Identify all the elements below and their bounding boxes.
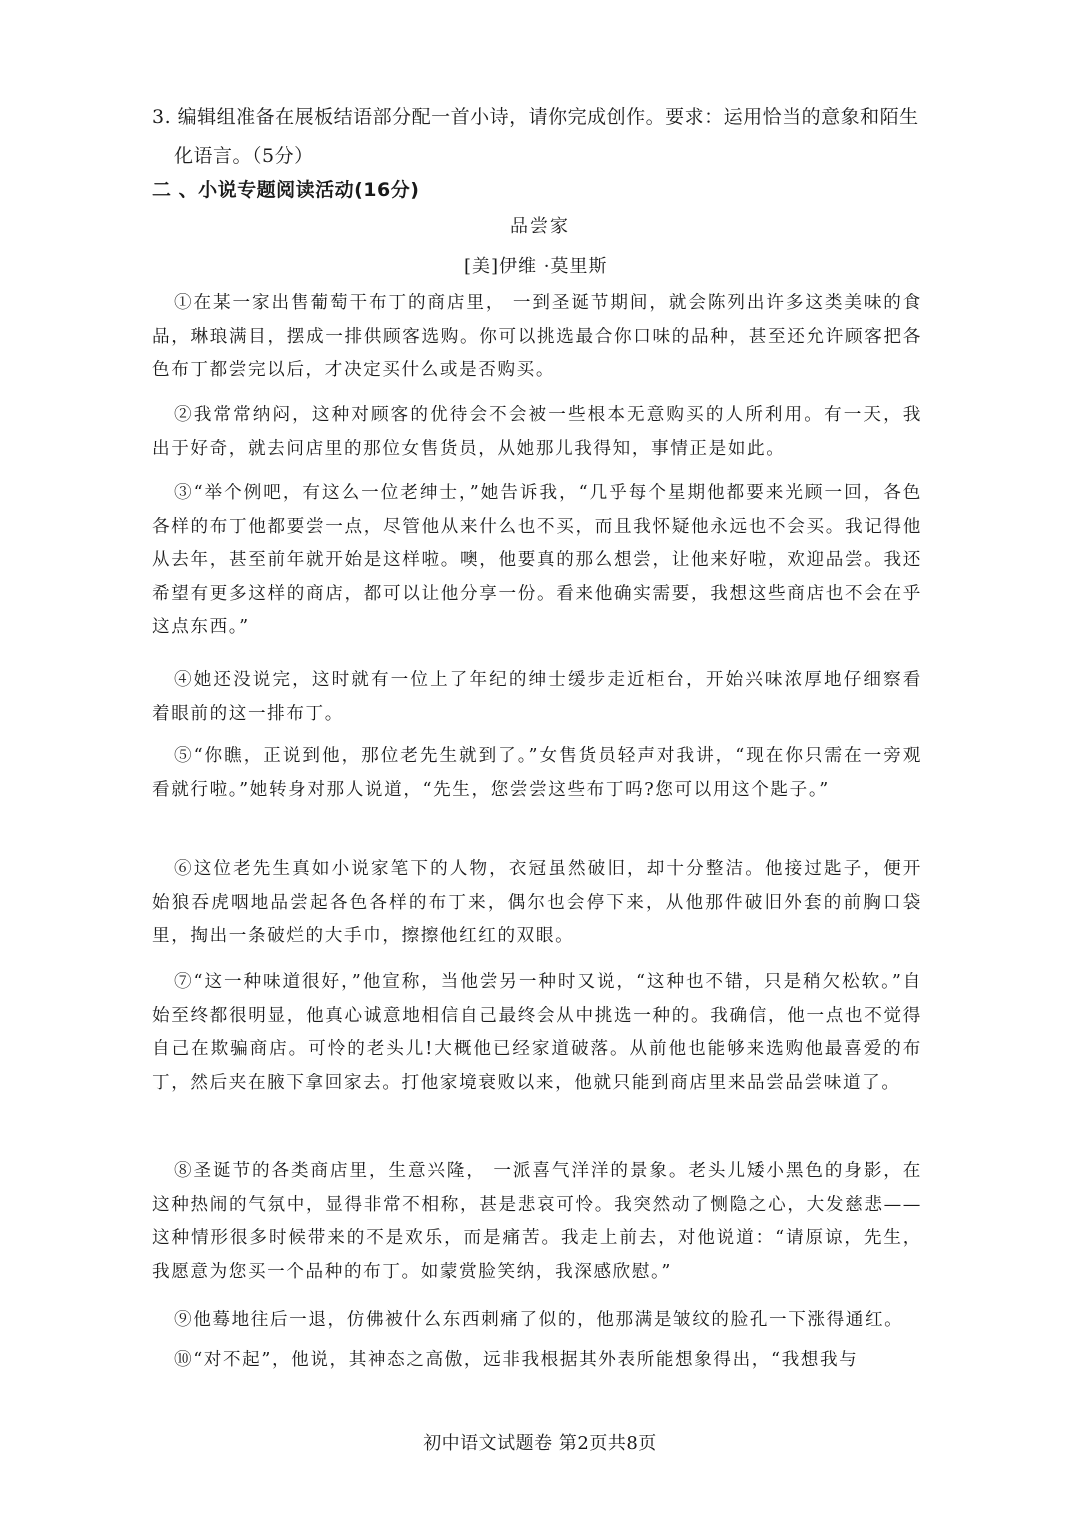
question-3-line-1: 3. 编辑组准备在展板结语部分配一首小诗，请你完成创作。要求：运用恰当的意象和陌生 (152, 106, 919, 128)
story-paragraph-1: ①在某一家出售葡萄干布丁的商店里， 一到圣诞节期间，就会陈列出许多这类美味的食品，琳琅满目，摆成一排供顾客选购。你可以挑选最合你口味的品种，甚至还允许顾客把各色布丁都尝完以后，才决定买什么或是否购买。 (152, 293, 922, 380)
story-paragraph-7: ⑦“这一种味道很好，”他宣称，当他尝另一种时又说，“这种也不错，只是稍欠松软。”自始至终都很明显，他真心诚意地相信自己最终会从中挑选一种的。我确信，他一点也不觉得自己在欺骗商店。可怜的老头儿!大概他已经家道破落。从前他也能够来选购他最喜爱的布丁，然后夹在腋下拿回家去。打他家境衰败以来，他就只能到商店里来品尝品尝味道了。 (152, 972, 922, 1093)
story-title: 品尝家 (510, 216, 570, 237)
story-paragraph-3: ③“举个例吧，有这么一位老绅士，”她告诉我，“几乎每个星期他都要来光顾一回，各色各样的布丁他都要尝一点，尽管他从来什么也不买，而且我怀疑他永远也不会买。我记得他从去年，甚至前年就开始是这样啦。噢，他要真的那么想尝，让他来好啦，欢迎品尝。我还希望有更多这样的商店，都可以让他分享一份。看来他确实需要，我想这些商店也不会在乎这点东西。” (152, 483, 922, 637)
story-paragraph-5: ⑤“你瞧，正说到他，那位老先生就到了。”女售货员轻声对我讲，“现在你只需在一旁观看就行啦。”她转身对那人说道，“先生，您尝尝这些布丁吗?您可以用这个匙子。” (152, 746, 922, 800)
story-paragraph-4: ④她还没说完，这时就有一位上了年纪的绅士缓步走近柜台，开始兴味浓厚地仔细察看着眼前的这一排布丁。 (152, 670, 922, 724)
section-heading: 二 、小说专题阅读活动(16分) (152, 179, 420, 201)
story-paragraph-8: ⑧圣诞节的各类商店里，生意兴隆， 一派喜气洋洋的景象。老头儿矮小黑色的身影，在这种热闹的气氛中，显得非常不相称，甚是悲哀可怜。我突然动了恻隐之心，大发慈悲——这种情形很多时候带来的不是欢乐，而是痛苦。我走上前去，对他说道：“请原谅，先生，我愿意为您买一个品种的布丁。如蒙赏脸笑纳，我深感欣慰。” (152, 1161, 922, 1282)
story-paragraph-9: ⑨他蓦地往后一退，仿佛被什么东西刺痛了似的，他那满是皱纹的脸孔一下涨得通红。 (174, 1310, 904, 1330)
story-paragraph-2: ②我常常纳闷，这种对顾客的优待会不会被一些根本无意购买的人所利用。有一天，我出于好奇，就去问店里的那位女售货员，从她那儿我得知，事情正是如此。 (152, 405, 922, 459)
question-3 (152, 98, 942, 176)
question-3-line-2: 化语言。（5分） (174, 145, 314, 167)
story-paragraph-6: ⑥这位老先生真如小说家笔下的人物，衣冠虽然破旧，却十分整洁。他接过匙子，便开始狼吞虎咽地品尝起各色各样的布丁来，偶尔也会停下来，从他那件破旧外套的前胸口袋里，掏出一条破烂的大手巾，擦擦他红红的双眼。 (152, 859, 922, 946)
page-footer: 初中语文试题卷 第2页共8页 (423, 1433, 657, 1454)
story-author: [美]伊维 ·莫里斯 (464, 256, 608, 277)
story-paragraph-10: ⑩“对不起”，他说，其神态之高傲，远非我根据其外表所能想象得出，“我想我与 (174, 1350, 859, 1370)
